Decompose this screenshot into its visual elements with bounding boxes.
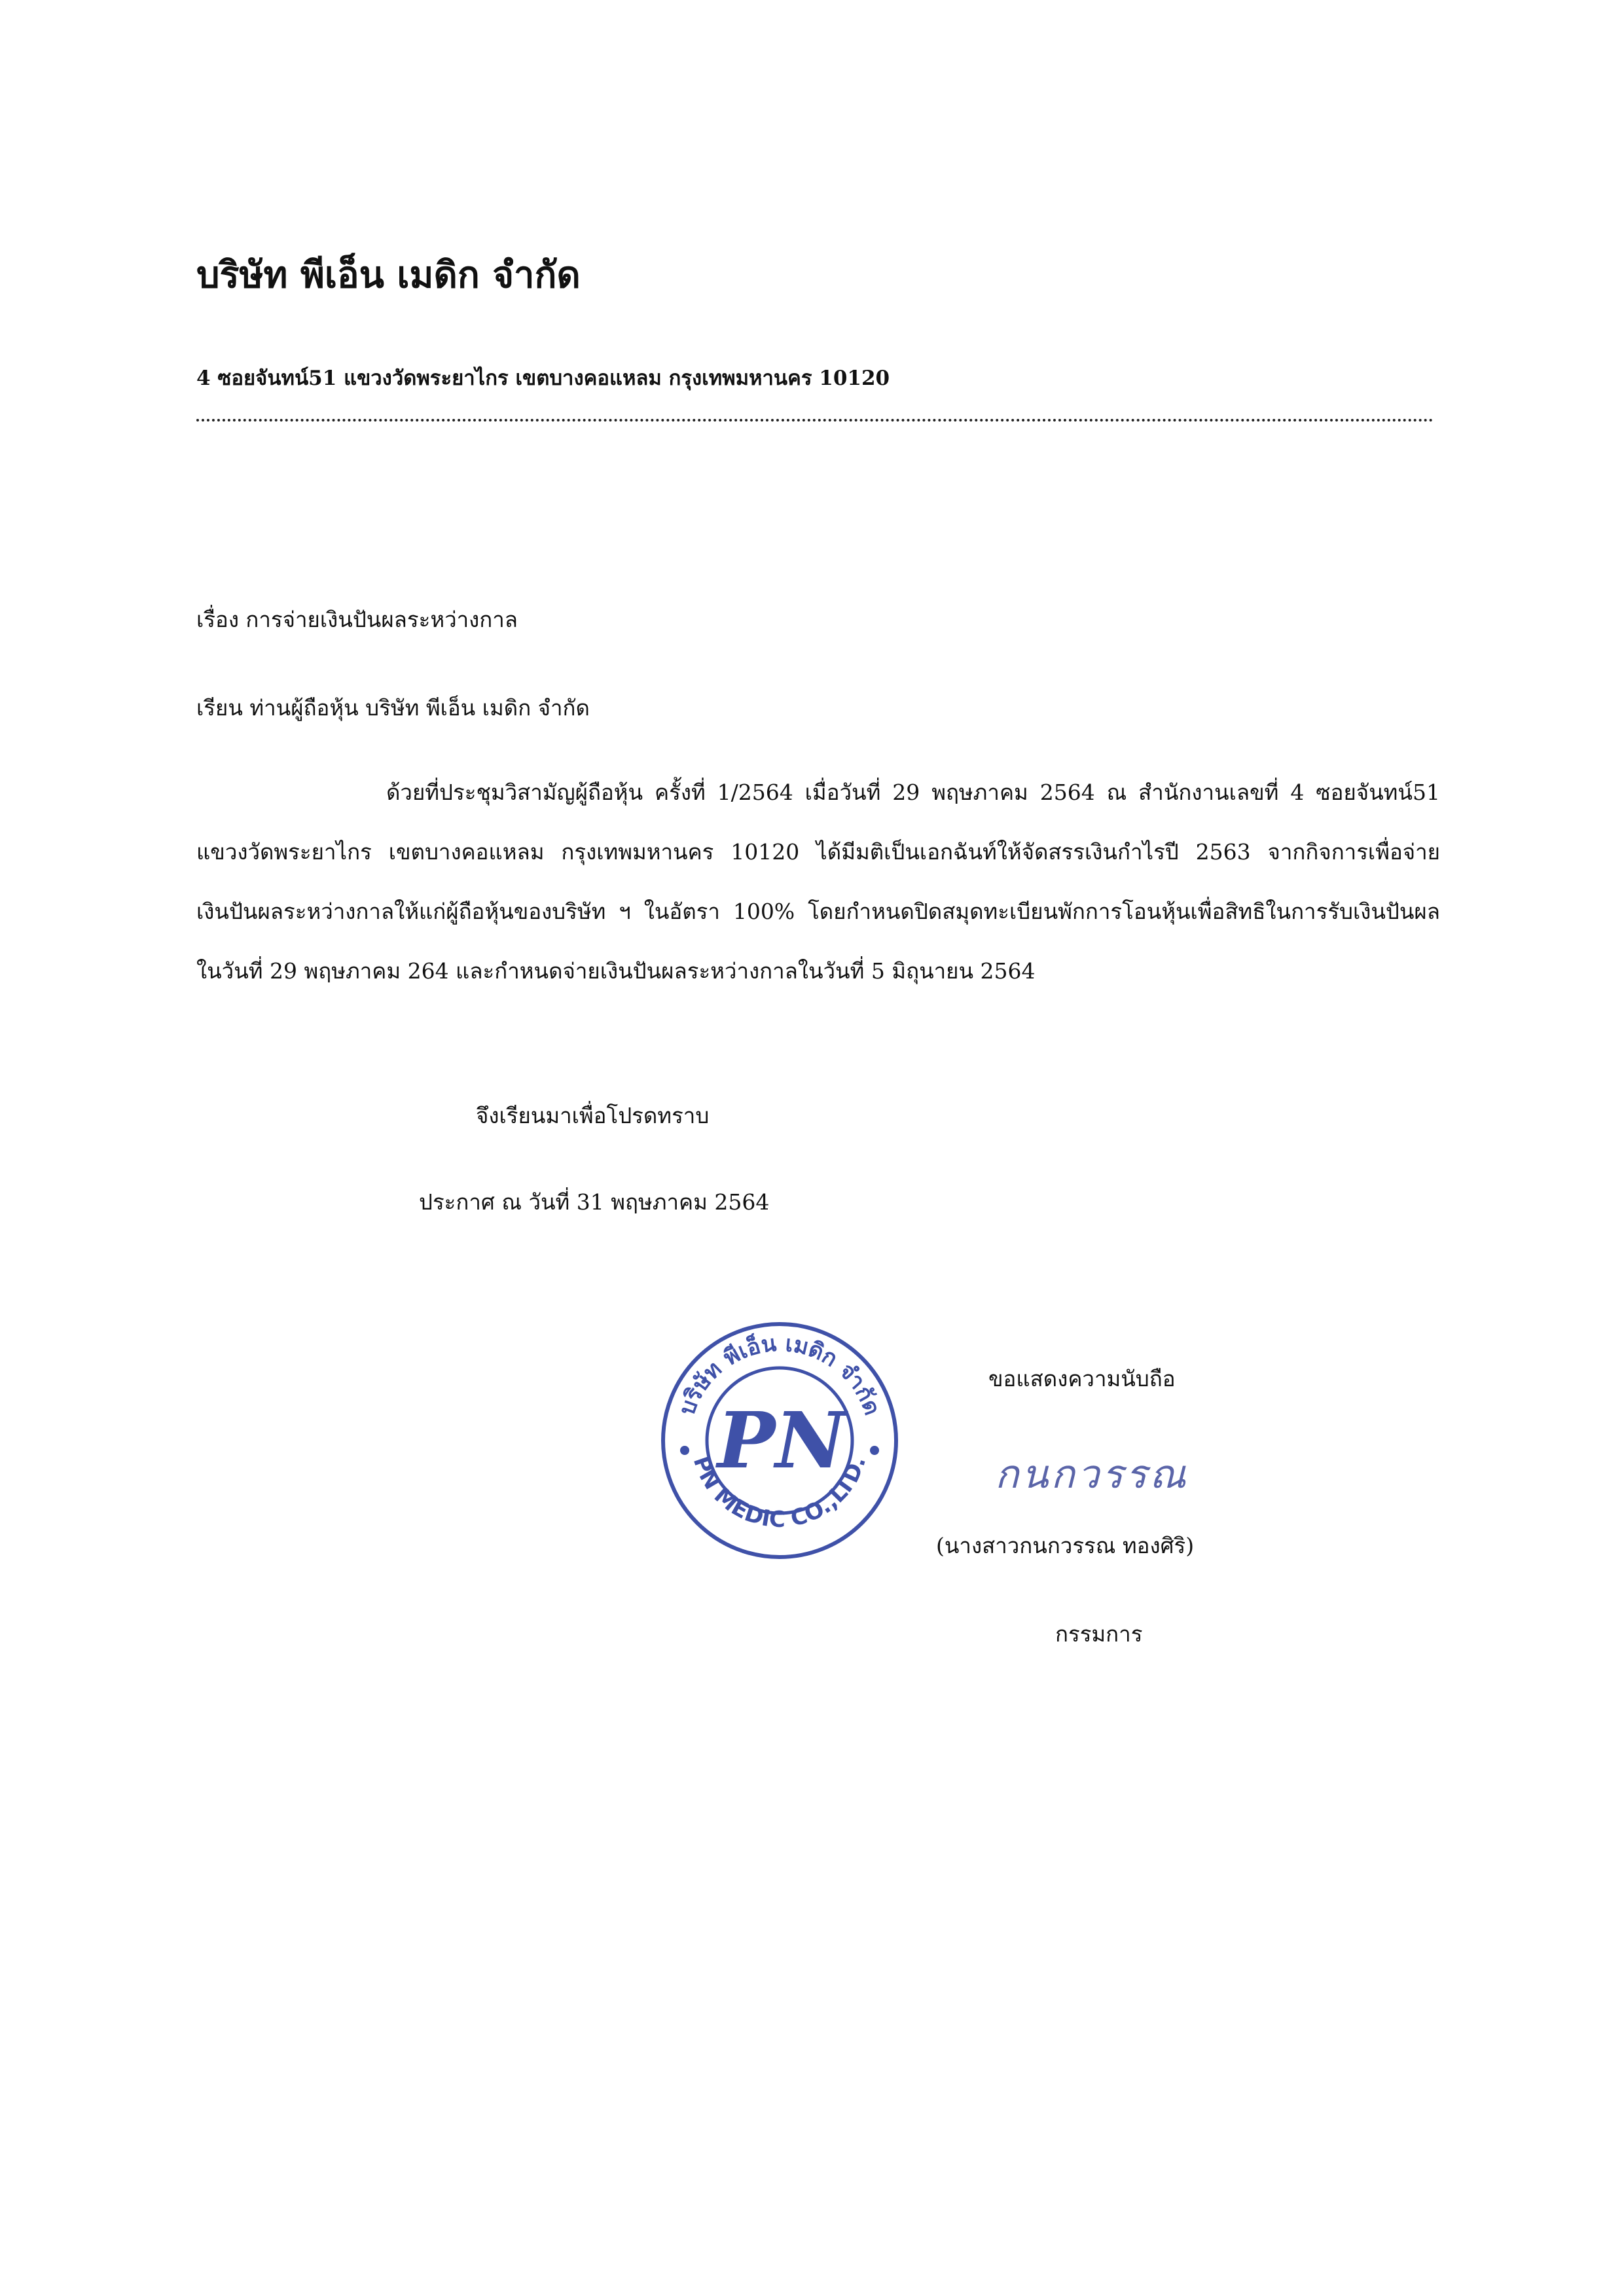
seal-monogram: PN: [717, 1395, 846, 1486]
handwritten-signature: กนกวรรณ: [995, 1452, 1189, 1498]
regards-text: ขอแสดงความนับถือ: [988, 1366, 1176, 1391]
letter-subject: เรื่อง การจ่ายเงินปันผลระหว่างกาล: [196, 607, 518, 632]
signer-name: (นางสาวกนกวรรณ ทองศิริ): [936, 1533, 1195, 1558]
dotted-separator: [196, 419, 1434, 422]
letter-body: ด้วยที่ประชุมวิสามัญผู้ถือหุ้น ครั้งที่ 1/2564 เมื่อวันที่ 29 พฤษภาคม 2564 ณ สำนักงานเลขที่ 4 ซอยจันทน์51 แขวงวัดพระยาไกร เขตบางคอแหลม กรุงเทพมหานคร 10120 ได้มีมติเป็นเอกฉันท์ให้จัดสรรเงินกำไรปี 2563 จากกิจการเพื่อจ่ายเงินปันผลระหว่างกาลให้แก่ผู้ถือหุ้นของบริษัท ฯ ในอัตรา 100% โดยกำหนดปิดสมุดทะเบียนพักการโอนหุ้นเพื่อสิทธิในการรับเงินปันผลในวันที่ 29 พฤษภาคม 264 และกำหนดจ่ายเงินปันผลระหว่างกาลในวันที่ 5 มิถุนายน 2564: [196, 780, 1440, 984]
company-address: 4 ซอยจันทน์51 แขวงวัดพระยาไกร เขตบางคอแหลม กรุงเทพมหานคร 10120: [196, 367, 890, 390]
company-name: บริษัท พีเอ็น เมดิก จำกัด: [196, 253, 581, 296]
seal-lower-text: PN MEDIC CO.,LTD.: [687, 1452, 871, 1534]
seal-upper-text: บริษัท พีเอ็น เมดิก จำกัด: [674, 1330, 886, 1419]
letter-recipient: เรียน ท่านผู้ถือหุ้น บริษัท พีเอ็น เมดิก จำกัด: [196, 695, 590, 721]
signer-title: กรรมการ: [1055, 1621, 1143, 1647]
letter-closing: จึงเรียนมาเพื่อโปรดทราบ: [476, 1103, 710, 1128]
company-seal-icon: [659, 1319, 901, 1562]
announcement-date: ประกาศ ณ วันที่ 31 พฤษภาคม 2564: [419, 1189, 770, 1215]
